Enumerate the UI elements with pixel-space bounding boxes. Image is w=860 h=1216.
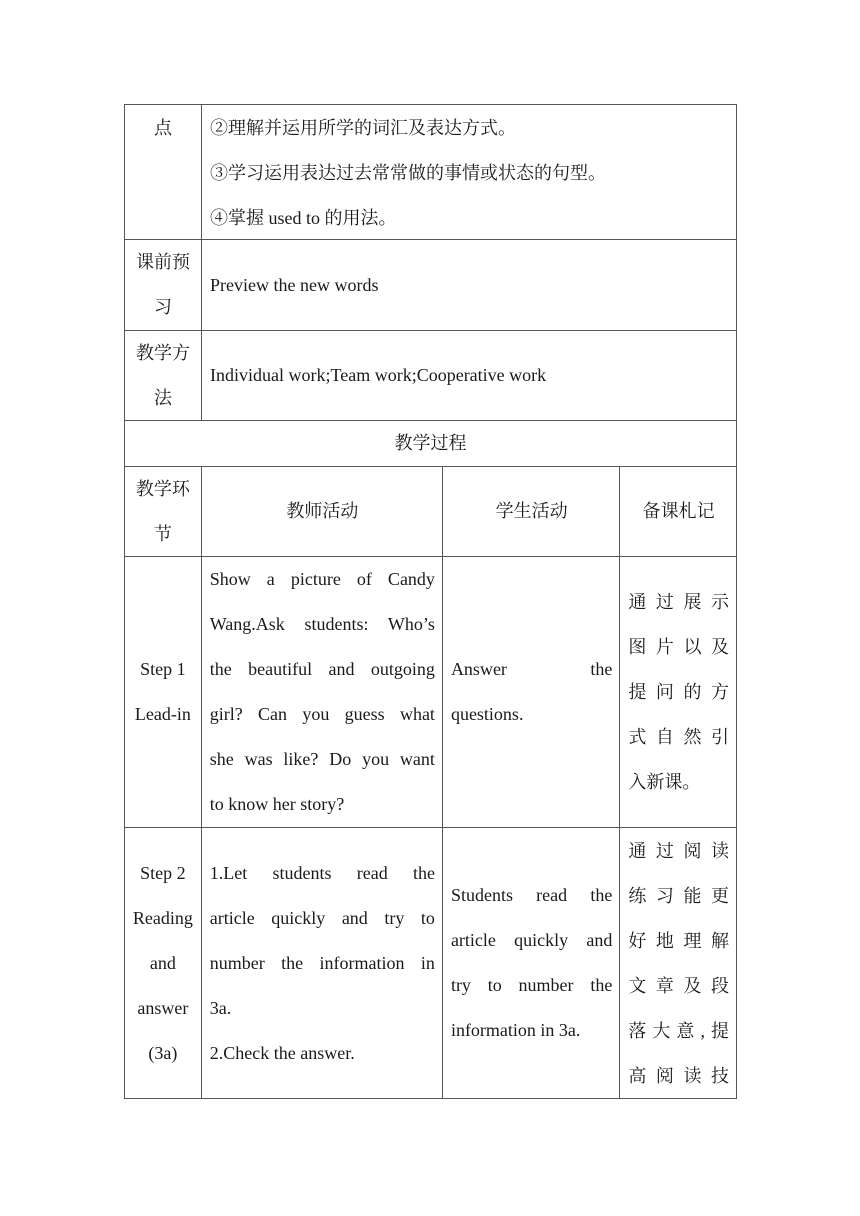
step2-label-line: Reading: [132, 907, 193, 928]
step1-student-line: Answer the: [450, 659, 613, 679]
step2-notes-line: 落大意,提: [628, 1021, 729, 1041]
step1-notes-line: 通过展示: [628, 591, 729, 612]
step2-notes-line: 通过阅读: [628, 841, 729, 861]
step2-teacher-line: 1.Let students read the: [209, 862, 435, 883]
step2-notes-line: 练习能更: [628, 886, 729, 906]
step1-teacher-line: she was like? Do you want: [209, 749, 435, 769]
step2-label-line: (3a): [148, 1042, 178, 1063]
preview-label-line2: 习: [154, 297, 172, 317]
step2-student-line: try to number the: [450, 975, 613, 995]
row-method: [124, 331, 737, 421]
method-label-line2: 法: [154, 387, 172, 408]
preview-label: [125, 240, 202, 330]
key-point-3: ③学习运用表达过去常常做的事情或状态的句型。: [210, 163, 606, 183]
key-points-label: 点: [125, 105, 202, 239]
step2-teacher-line: 2.Check the answer.: [209, 1042, 355, 1063]
method-label-line1: 教学方: [136, 342, 190, 363]
lesson-plan-table: [124, 104, 737, 1099]
step2-teacher-line: article quickly and try to: [209, 907, 435, 928]
step2-label-line: answer: [137, 997, 189, 1018]
header-stage-line1: 教学环: [135, 478, 190, 499]
step2-label-line: and: [149, 952, 176, 973]
step2-notes-line: 高阅读技: [628, 1066, 729, 1086]
step1-label: [125, 557, 202, 827]
step1-label-line2: Lead-in: [134, 704, 191, 724]
header-stage-line2: 节: [153, 523, 172, 544]
step1-teacher-line: Show a picture of Candy: [209, 569, 435, 589]
step2-label-line: Step 2: [140, 862, 186, 883]
step2-label: [125, 828, 202, 1098]
row-step2: [124, 828, 737, 1099]
header-notes: 备课札记: [642, 501, 715, 521]
step1-notes: [620, 557, 736, 827]
step1-teacher: [202, 557, 443, 827]
step1-label-line1: Step 1: [140, 659, 186, 679]
step2-teacher: [202, 828, 443, 1098]
header-stage: [125, 467, 202, 556]
step1-notes-line: 入新课。: [628, 771, 701, 792]
step2-teacher-line: number the information in: [209, 952, 435, 973]
step1-notes-line: 图片以及: [628, 636, 729, 657]
step1-notes-line: 提问的方: [628, 681, 729, 702]
step2-notes-line: 好地理解: [628, 931, 729, 951]
step1-teacher-line: girl? Can you guess what: [209, 704, 435, 724]
key-point-2: ②理解并运用所学的词汇及表达方式。: [210, 118, 516, 138]
method-content: Individual work;Team work;Cooperative work: [210, 365, 547, 385]
step1-student-line: questions.: [450, 704, 524, 724]
header-student: 学生活动: [443, 467, 620, 556]
row-process-title: [124, 421, 737, 467]
step2-notes: [620, 828, 736, 1098]
row-header: [124, 467, 737, 557]
preview-content: Preview the new words: [210, 274, 379, 295]
process-title: 教学过程: [394, 433, 467, 453]
preview-label-line1: 课前预: [136, 252, 190, 272]
step2-student-line: Students read the: [450, 885, 613, 905]
step2-student-line: article quickly and: [450, 930, 613, 950]
key-points-content: [202, 105, 736, 239]
step1-teacher-line: Wang.Ask students: Who’s: [209, 614, 435, 634]
row-preview: [124, 240, 737, 331]
step2-student: [443, 828, 620, 1098]
row-key-points: [124, 104, 737, 240]
step1-notes-line: 式自然引: [628, 726, 729, 747]
method-label: [125, 331, 202, 420]
step2-notes-line: 文章及段: [628, 976, 729, 996]
step1-teacher-line: the beautiful and outgoing: [209, 659, 435, 679]
step2-student-line: information in 3a.: [450, 1020, 581, 1040]
step1-teacher-line: to know her story?: [209, 794, 345, 814]
key-point-4: ④掌握 used to 的用法。: [210, 208, 397, 228]
row-step1: [124, 557, 737, 828]
step2-teacher-line: 3a.: [209, 997, 232, 1018]
step1-student: [443, 557, 620, 827]
header-teacher: 教师活动: [202, 467, 443, 556]
